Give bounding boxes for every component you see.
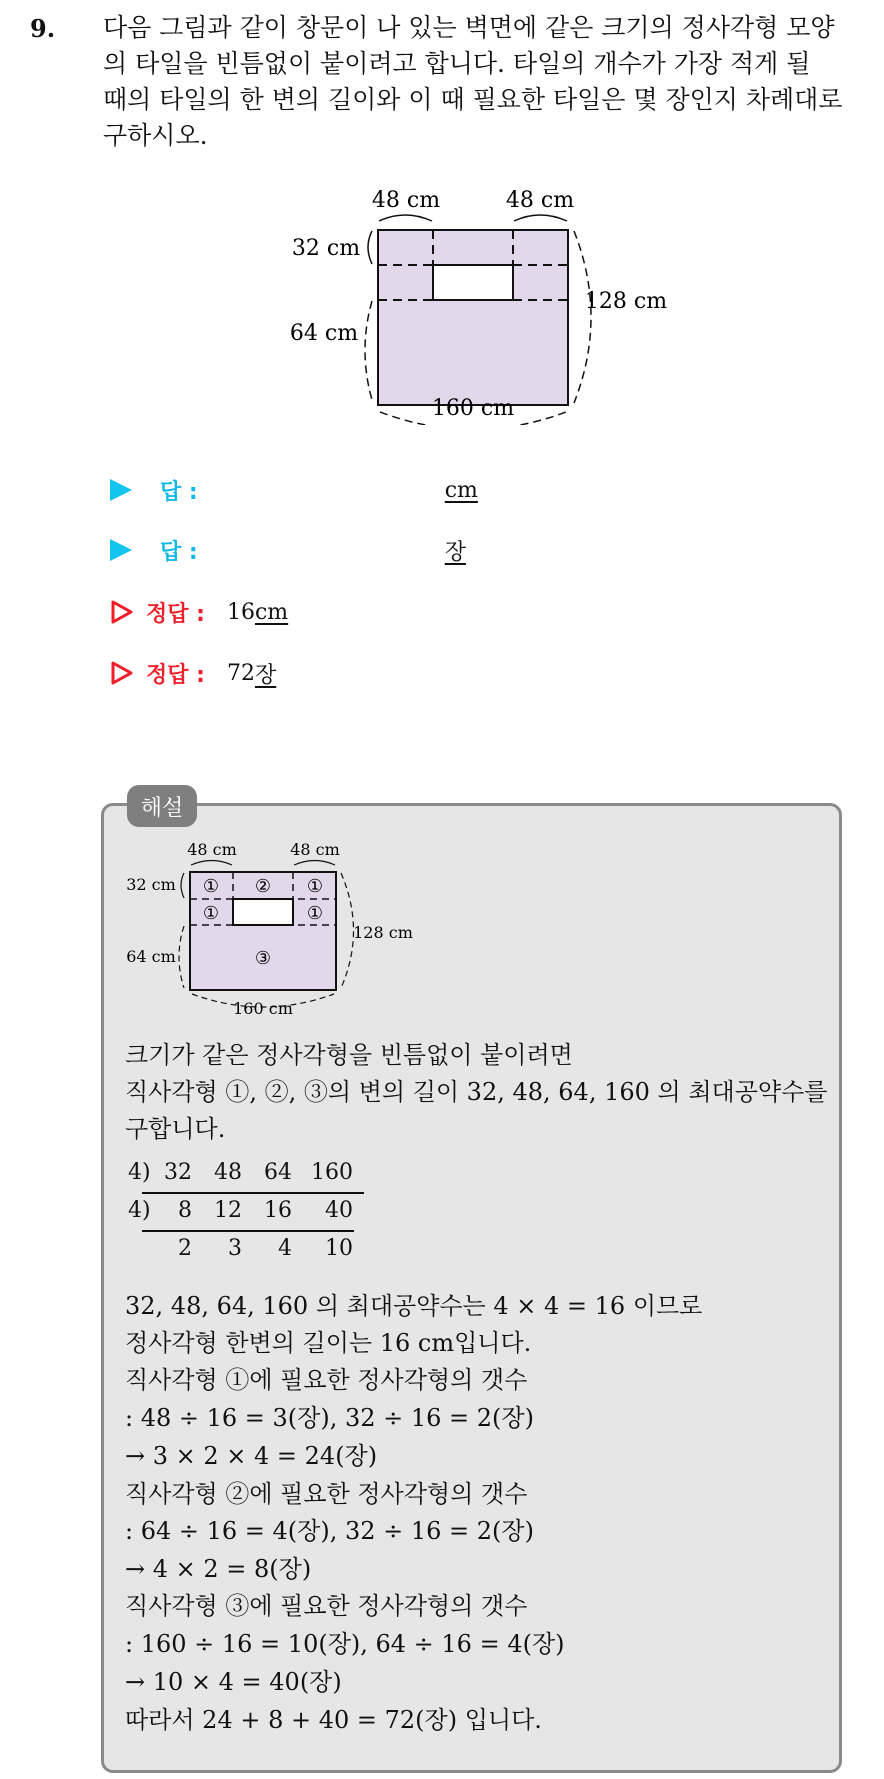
division-row [128,1198,378,1228]
explanation-line: 직사각형 ②에 필요한 정사각형의 갯수 [125,1480,528,1508]
label-left-bottom: 64 cm [126,947,176,966]
cell: 32 [164,1160,192,1185]
explanation-line: 따라서 24 + 8 + 40 = 72(장) 입니다. [125,1706,542,1734]
outline-triangle-icon [110,660,134,686]
label-right: 128 cm [353,923,413,942]
explanation-line: 직사각형 ③에 필요한 정사각형의 갯수 [125,1592,528,1620]
window-rect [233,899,293,925]
answer-label: 답 : [160,479,198,505]
divisor: 4) [128,1160,151,1185]
brace-top-right [514,215,567,221]
explanation-line: 직사각형 ①에 필요한 정사각형의 갯수 [125,1366,528,1394]
brace-left-top [181,873,184,898]
answer-row-2 [110,530,466,570]
window-rect [433,265,513,300]
label-right: 128 cm [584,289,668,314]
label-bottom: 160 cm [431,396,515,421]
cell: 3 [228,1236,242,1261]
question-text [103,10,863,154]
explanation-line: : 160 ÷ 16 = 10(장), 64 ÷ 16 = 4(장) [125,1630,565,1658]
answer-row-1 [110,470,478,510]
brace-top-left [191,861,232,866]
play-icon [110,539,132,561]
explanation-line: : 48 ÷ 16 = 3(장), 32 ÷ 16 = 2(장) [125,1404,534,1432]
label-top-right: 48 cm [505,188,575,213]
explanation-figure [120,842,420,1022]
question-number: 9. [30,14,56,43]
division-rule [142,1192,364,1194]
correct-label: 정답 : [146,601,205,627]
cell: 8 [178,1198,192,1223]
division-ladder [128,1160,378,1270]
brace-right [341,873,354,988]
cell: 40 [325,1198,353,1223]
label-top-right: 48 cm [290,842,340,859]
explanation-line: → 3 × 2 × 4 = 24(장) [125,1442,378,1470]
outline-triangle-icon [110,599,134,625]
explanation-tag: 해설 [127,785,197,827]
correct-row-1 [110,592,288,632]
brace-left-bottom [365,301,372,400]
brace-top-left [379,215,432,221]
explanation-line: 정사각형 한변의 길이는 16 cm입니다. [125,1329,532,1357]
division-row [128,1236,378,1266]
answer-unit-jang: 장 [444,539,466,565]
cell: 48 [214,1160,242,1185]
explanation-line: 32, 48, 64, 160 의 최대공약수는 4 × 4 = 16 이므로 [125,1292,703,1320]
brace-left-bottom [179,926,184,988]
divisor: 4) [128,1198,151,1223]
division-row [128,1160,378,1190]
label-left-top: 32 cm [126,875,176,894]
cell: 160 [311,1160,353,1185]
region-1-label: ① [306,876,324,897]
label-bottom: 160 cm [233,999,293,1018]
correct-label: 정답 : [146,662,205,688]
correct-unit-1: cm [254,599,289,625]
explanation-line: 직사각형 ①, ②, ③의 변의 길이 32, 48, 64, 160 의 최대공약수를 [125,1078,828,1106]
explanation-line: → 10 × 4 = 40(장) [125,1668,342,1696]
explanation-line: 크기가 같은 정사각형을 빈틈없이 붙이려면 [125,1041,573,1069]
cell: 64 [264,1160,292,1185]
region-1-label: ① [306,903,324,924]
answer-unit-cm: cm [444,477,478,503]
answer-label: 답 : [160,539,198,565]
cell: 12 [214,1198,242,1223]
question-line: 때의 타일의 한 변의 길이와 이 때 필요한 타일은 몇 장인지 차례대로 [103,85,843,114]
cell: 16 [264,1198,292,1223]
play-icon [110,479,132,501]
correct-value-2: 72 [226,660,255,686]
correct-unit-2: 장 [254,662,277,688]
brace-left-top [368,231,372,264]
label-top-left: 48 cm [371,188,441,213]
region-3-label: ③ [254,948,272,969]
wall-rect [378,230,568,405]
question-line: 의 타일을 빈틈없이 붙이려고 합니다. 타일의 개수가 가장 적게 될 [103,49,811,78]
question-line: 구하시오. [103,121,208,150]
brace-right [574,231,591,403]
wall-figure [268,185,668,425]
brace-top-right [294,861,335,866]
region-2-label: ② [254,876,272,897]
explanation-line: 구합니다. [125,1115,226,1143]
label-top-left: 48 cm [187,842,237,859]
explanation-line: → 4 × 2 = 8(장) [125,1555,312,1583]
question-line: 다음 그림과 같이 창문이 나 있는 벽면에 같은 크기의 정사각형 모양 [103,13,835,42]
correct-row-2 [110,653,276,693]
division-rule [142,1230,354,1232]
cell: 2 [178,1236,192,1261]
correct-value-1: 16 [226,599,255,625]
label-left-bottom: 64 cm [289,321,359,346]
region-1-label: ① [202,903,220,924]
region-1-label: ① [202,876,220,897]
cell: 10 [325,1236,353,1261]
cell: 4 [278,1236,292,1261]
label-left-top: 32 cm [291,236,361,261]
explanation-line: : 64 ÷ 16 = 4(장), 32 ÷ 16 = 2(장) [125,1517,534,1545]
